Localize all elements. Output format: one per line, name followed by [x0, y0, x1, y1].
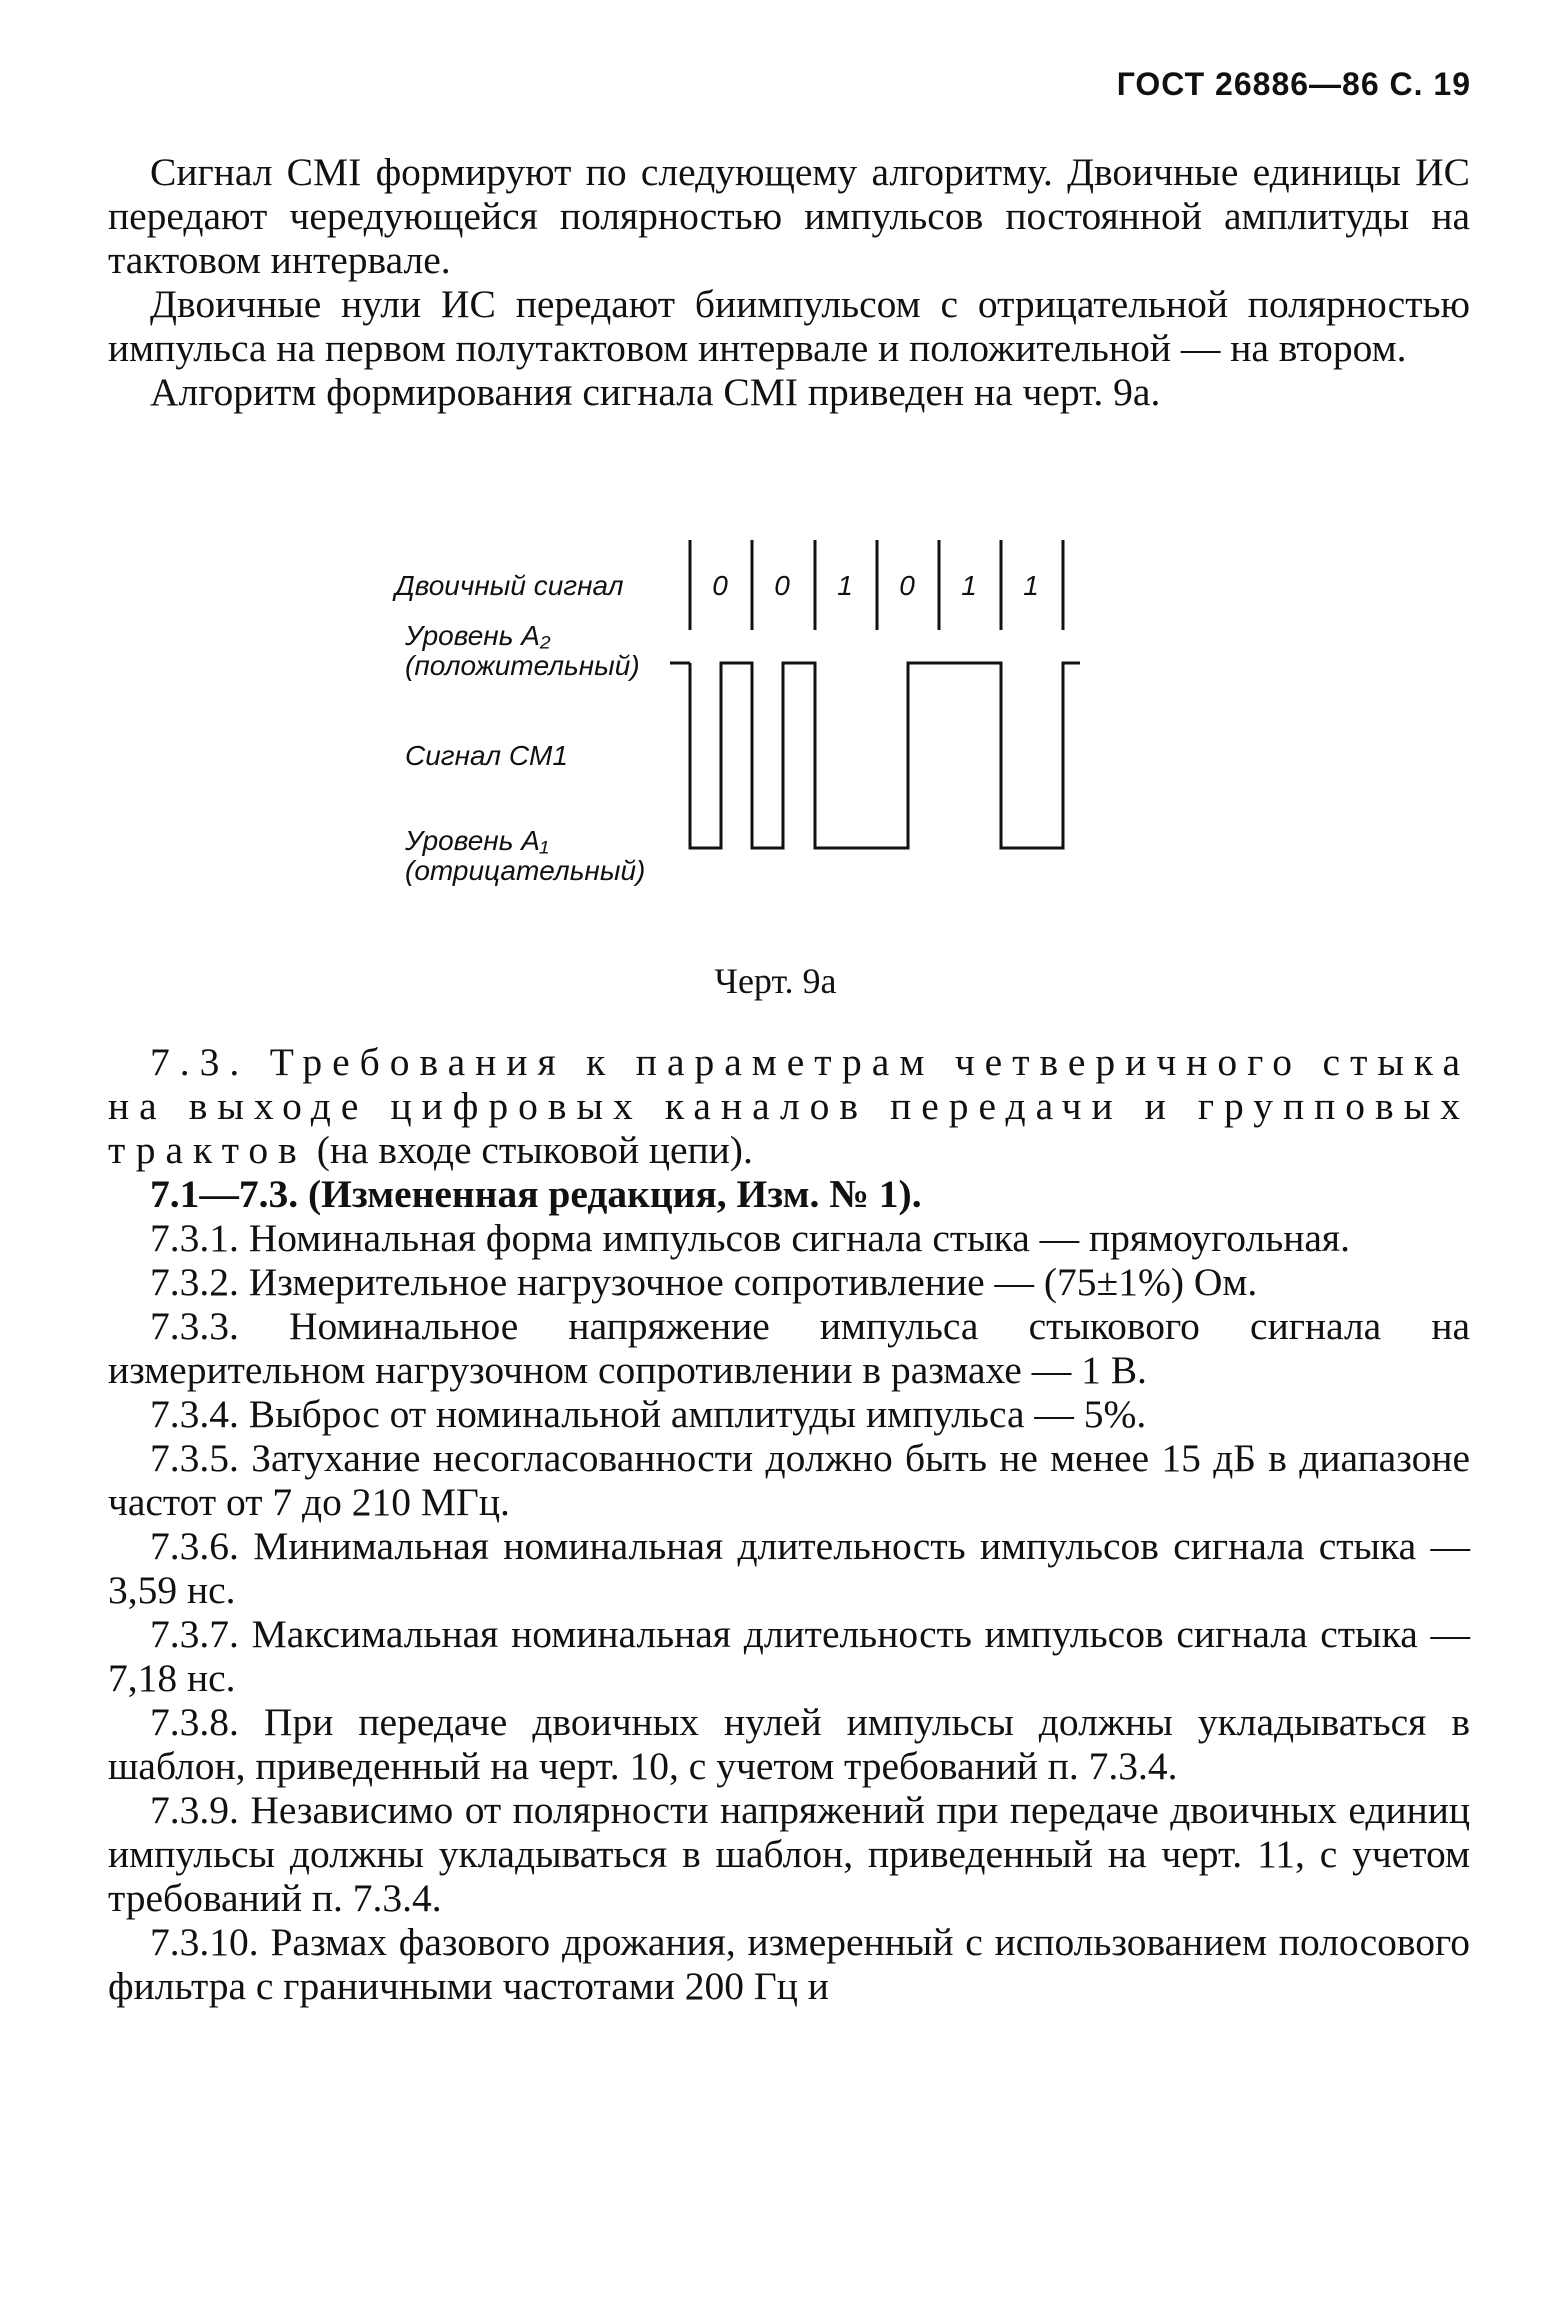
paragraph: Двоичные нули ИС передают биимпульсом с отрицательной полярностью импульса на первом полутактовом интервале и положительной — на втором. — [108, 282, 1470, 370]
clause: 7.3.10. Размах фазового дрожания, измеренный с использованием полосового фильтра с граничными частотами 200 Гц и — [108, 1920, 1470, 2008]
intro-text — [108, 150, 1470, 414]
bit-label: 1 — [837, 570, 853, 601]
clause: 7.3.3. Номинальное напряжение импульса стыкового сигнала на измерительном нагрузочном сопротивлении в размахе — 1 В. — [108, 1304, 1470, 1392]
bit-label: 1 — [1023, 570, 1039, 601]
clause: 7.3.8. При передаче двоичных нулей импульсы должны укладываться в шаблон, приведенный на черт. 10, с учетом требований п. 7.3.4. — [108, 1700, 1470, 1788]
clause: 7.3.1. Номинальная форма импульсов сигнала стыка — прямоугольная. — [150, 1216, 1350, 1260]
level-a1-label: Уровень A₁ — [405, 825, 549, 856]
waveform-diagram — [395, 530, 1115, 910]
amendment-note: 7.1—7.3. (Измененная редакция, Изм. № 1). — [150, 1172, 922, 1216]
figure-caption: Черт. 9а — [714, 961, 837, 1001]
clause: 7.3.2. Измерительное нагрузочное сопротивление — (75±1%) Ом. — [150, 1260, 1258, 1304]
clause: 7.3.9. Независимо от полярности напряжений при передаче двоичных единиц импульсы должны укладываться в шаблон, приведенный на черт. 11, с учетом требований п. 7.3.4. — [108, 1788, 1470, 1920]
level-a2-label: Уровень A₂ — [405, 620, 551, 651]
clause: 7.3.6. Минимальная номинальная длительность импульсов сигнала стыка — 3,59 нс. — [108, 1524, 1470, 1612]
clause: 7.3.5. Затухание несогласованности должно быть не менее 15 дБ в диапазоне частот от 7 до 210 МГц. — [108, 1436, 1470, 1524]
level-a1-sublabel: (отрицательный) — [405, 855, 646, 886]
clause: 7.3.7. Максимальная номинальная длительность импульсов сигнала стыка — 7,18 нс. — [108, 1612, 1470, 1700]
bit-label: 0 — [899, 570, 915, 601]
clause: 7.3.4. Выброс от номинальной амплитуды импульса — 5%. — [150, 1392, 1147, 1436]
paragraph: Алгоритм формирования сигнала CMI приведен на черт. 9а. — [150, 370, 1161, 414]
section-7-3 — [108, 1040, 1470, 2008]
paragraph: Сигнал CMI формируют по следующему алгоритму. Двоичные единицы ИС передают чередующейся полярностью импульсов постоянной амплитуды на тактовом интервале. — [108, 150, 1470, 282]
bit-label: 1 — [961, 570, 977, 601]
binary-signal-label: Двоичный сигнал — [395, 570, 624, 601]
section-heading-tail: (на входе стыковой цепи). — [316, 1128, 753, 1172]
section-heading — [108, 1040, 1470, 1172]
cmi-signal-label: Сигнал CM1 — [405, 740, 568, 771]
level-a2-sublabel: (положительный) — [405, 650, 640, 681]
cmi-waveform — [690, 663, 1080, 848]
section-heading-text: 7.3. Требования к параметрам четверичного стыка на выходе цифровых каналов передачи и групповых трактов — [108, 1040, 1470, 1172]
page-header: ГОСТ 26886—86 С. 19 — [1116, 66, 1471, 102]
bit-label: 0 — [712, 570, 728, 601]
bit-label: 0 — [774, 570, 790, 601]
cmi-signal-figure — [395, 530, 1115, 910]
